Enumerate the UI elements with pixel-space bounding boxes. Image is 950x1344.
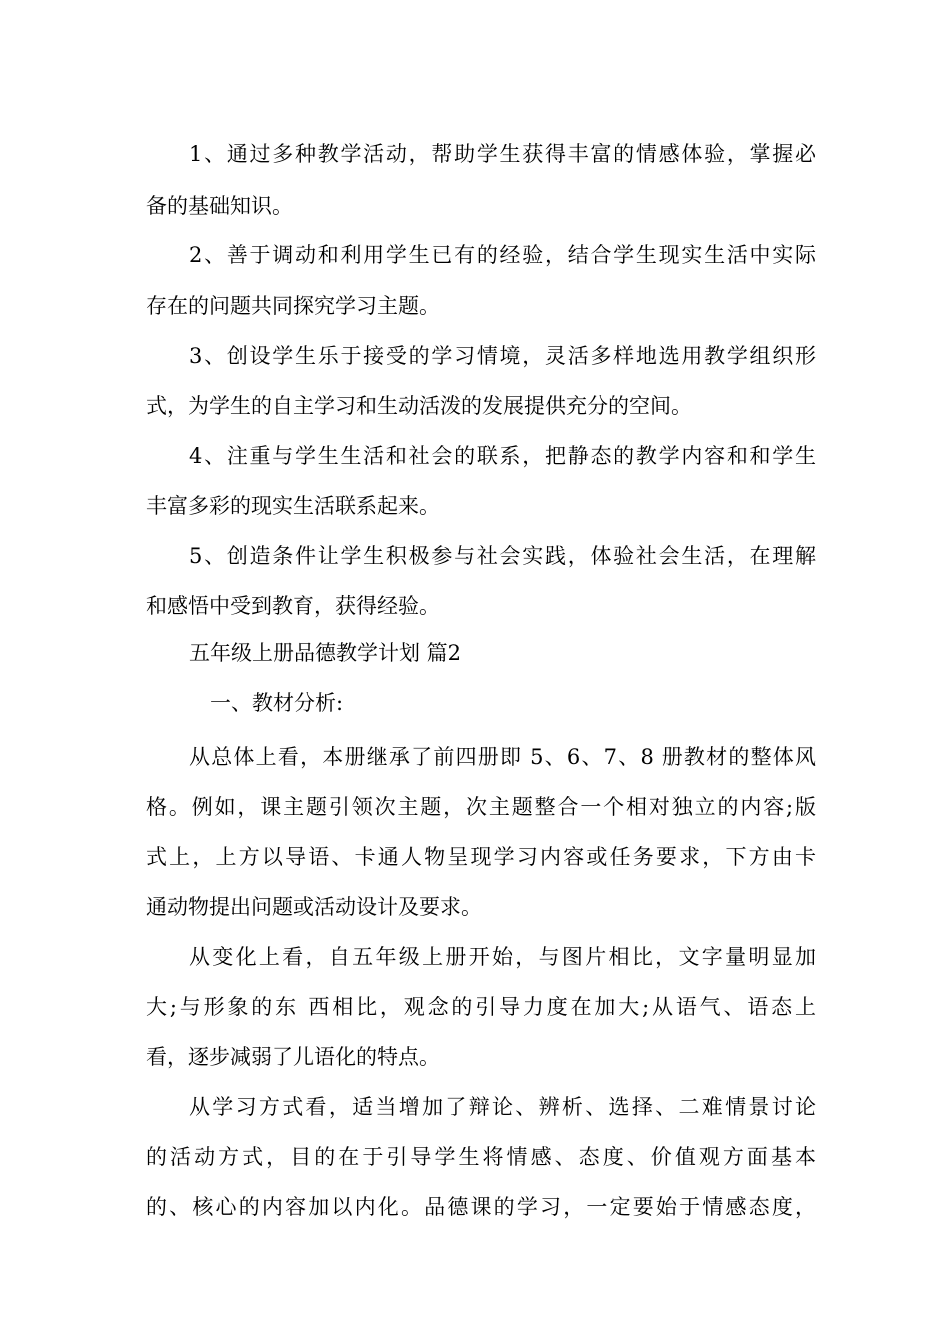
text-line: 1、通过多种教学活动，帮助学生获得丰富的情感体验，掌握必 bbox=[189, 142, 816, 166]
text-line: 的、核心的内容加以内化。品德课的学习，一定要始于情感态度， bbox=[146, 1195, 816, 1219]
text-line: 和感悟中受到教育，获得经验。 bbox=[146, 594, 440, 618]
text-line: 的活动方式，目的在于引导学生将情感、态度、价值观方面基本 bbox=[146, 1145, 816, 1169]
section-heading: 一、教材分析: bbox=[210, 691, 344, 715]
text-line: 格。例如，课主题引领次主题，次主题整合一个相对独立的内容;版 bbox=[146, 795, 816, 819]
section-title: 五年级上册品德教学计划 篇2 bbox=[189, 641, 462, 665]
text-line: 5、创造条件让学生积极参与社会实践，体验社会生活，在理解 bbox=[189, 544, 816, 568]
text-line: 丰富多彩的现实生活联系起来。 bbox=[146, 494, 440, 518]
text-line: 4、注重与学生生活和社会的联系，把静态的教学内容和和学生 bbox=[189, 444, 816, 468]
text-line: 备的基础知识。 bbox=[146, 194, 293, 218]
text-line: 存在的问题共同探究学习主题。 bbox=[146, 294, 440, 318]
text-line: 从总体上看，本册继承了前四册即 5、6、7、8 册教材的整体风 bbox=[189, 745, 816, 769]
text-line: 通动物提出问题或活动设计及要求。 bbox=[146, 895, 482, 919]
text-line: 大;与形象的东 西相比，观念的引导力度在加大;从语气、语态上 bbox=[146, 995, 816, 1019]
text-line: 式上，上方以导语、卡通人物呈现学习内容或任务要求，下方由卡 bbox=[146, 845, 816, 869]
text-line: 从变化上看，自五年级上册开始，与图片相比，文字量明显加 bbox=[189, 945, 816, 969]
text-line: 3、创设学生乐于接受的学习情境，灵活多样地选用教学组织形 bbox=[189, 344, 816, 368]
text-line: 看，逐步减弱了儿语化的特点。 bbox=[146, 1045, 440, 1069]
text-line: 2、善于调动和利用学生已有的经验，结合学生现实生活中实际 bbox=[189, 243, 816, 267]
text-line: 从学习方式看，适当增加了辩论、辨析、选择、二难情景讨论 bbox=[189, 1095, 816, 1119]
text-line: 式，为学生的自主学习和生动活泼的发展提供充分的空间。 bbox=[146, 394, 692, 418]
